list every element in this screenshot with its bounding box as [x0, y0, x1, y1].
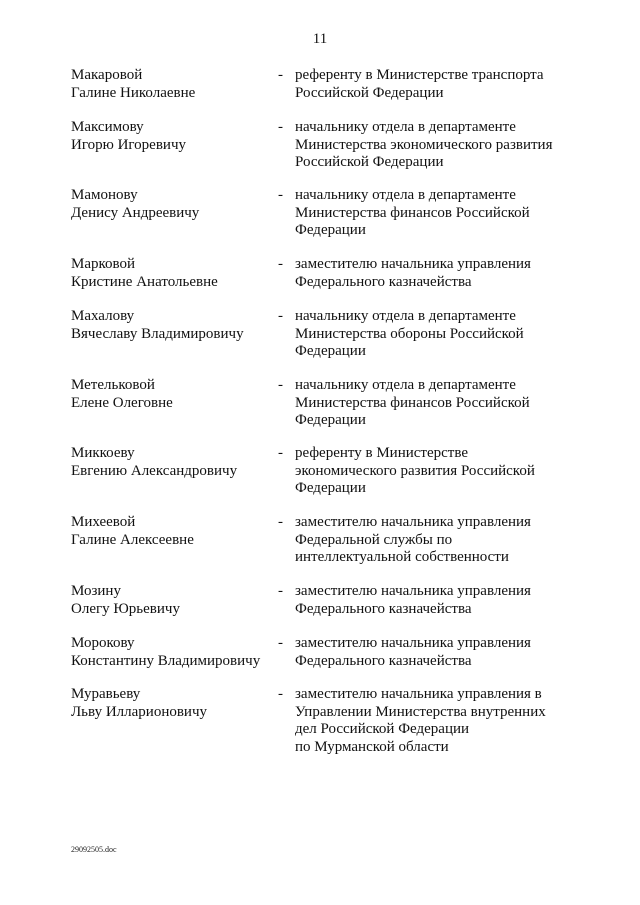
position-line: по Мурманской области	[295, 738, 449, 755]
separator-dash: -	[278, 119, 283, 135]
name-line: Константину Владимировичу	[71, 652, 261, 669]
document-filename: 29092505.doc	[71, 845, 117, 854]
position-line: Федерального казначейства	[295, 652, 472, 669]
separator-dash: -	[278, 445, 283, 461]
name-line: Муравьеву	[71, 686, 141, 702]
person-name	[71, 635, 260, 670]
person-name	[71, 308, 244, 343]
name-line: Елене Олеговне	[71, 394, 173, 411]
position-line: заместителю начальника управления	[295, 514, 531, 530]
position-line: Российской Федерации	[295, 154, 444, 170]
name-line: Игорю Игоревичу	[71, 136, 186, 153]
name-line: Махалову	[71, 308, 135, 324]
position-line: Федерации	[295, 222, 366, 238]
position-title	[295, 635, 531, 670]
name-line: Мозину	[71, 583, 121, 599]
separator-dash: -	[278, 67, 283, 83]
name-line: Денису Андреевичу	[71, 204, 200, 221]
separator-dash: -	[278, 686, 283, 702]
separator-dash: -	[278, 377, 283, 393]
person-name	[71, 119, 186, 154]
position-title	[295, 686, 546, 756]
position-line: заместителю начальника управления	[295, 256, 531, 272]
position-title	[295, 67, 544, 102]
person-name	[71, 514, 194, 549]
position-line: Управлении Министерства внутренних	[295, 703, 546, 720]
name-line: Миккоеву	[71, 445, 135, 461]
name-line: Льву Илларионовичу	[71, 703, 208, 720]
position-line: Федерации	[295, 412, 366, 428]
position-line: начальнику отдела в департаменте	[295, 187, 516, 203]
position-line: заместителю начальника управления в	[295, 686, 542, 702]
name-line: Олегу Юрьевичу	[71, 600, 180, 617]
position-line: Министерства обороны Российской	[295, 325, 524, 342]
name-line: Михеевой	[71, 514, 136, 530]
position-line: заместителю начальника управления	[295, 583, 531, 599]
position-line: начальнику отдела в департаменте	[295, 308, 516, 324]
position-title	[295, 445, 535, 498]
position-line: Федерального казначейства	[295, 600, 472, 617]
name-line: Максимову	[71, 119, 144, 135]
position-line: Министерства финансов Российской	[295, 394, 530, 411]
position-line: Федеральной службы по	[295, 531, 453, 548]
separator-dash: -	[278, 514, 283, 530]
position-line: Министерства экономического развития	[295, 136, 553, 153]
position-title	[295, 514, 531, 567]
person-name	[71, 686, 207, 721]
position-title	[295, 583, 531, 618]
name-line: Морокову	[71, 635, 135, 651]
position-line: начальнику отдела в департаменте	[295, 119, 516, 135]
person-name	[71, 583, 180, 618]
position-line: референту в Министерстве	[295, 445, 468, 461]
name-line: Метельковой	[71, 377, 155, 393]
position-line: начальнику отдела в департаменте	[295, 377, 516, 393]
position-line: Федерации	[295, 480, 366, 496]
position-line: референту в Министерстве транспорта	[295, 67, 544, 83]
person-name	[71, 445, 237, 480]
name-line: Евгению Александровичу	[71, 462, 238, 479]
name-line: Марковой	[71, 256, 136, 272]
position-line: интеллектуальной собственности	[295, 549, 509, 565]
position-line: Российской Федерации	[295, 84, 444, 101]
person-name	[71, 187, 199, 222]
page-number: 11	[312, 31, 328, 47]
separator-dash: -	[278, 256, 283, 272]
name-line: Галине Алексеевне	[71, 531, 194, 548]
person-name	[71, 377, 173, 412]
position-line: Федерации	[295, 343, 366, 359]
name-line: Макаровой	[71, 67, 143, 83]
position-title	[295, 187, 530, 240]
position-line: экономического развития Российской	[295, 462, 535, 479]
separator-dash: -	[278, 583, 283, 599]
name-line: Кристине Анатольевне	[71, 273, 218, 290]
name-line: Вячеславу Владимировичу	[71, 325, 244, 342]
separator-dash: -	[278, 308, 283, 324]
position-line: дел Российской Федерации	[295, 721, 470, 737]
separator-dash: -	[278, 635, 283, 651]
position-line: заместителю начальника управления	[295, 635, 531, 651]
person-name	[71, 67, 195, 102]
position-title	[295, 377, 530, 430]
position-line: Министерства финансов Российской	[295, 204, 530, 221]
separator-dash: -	[278, 187, 283, 203]
position-title	[295, 119, 552, 172]
position-line: Федерального казначейства	[295, 273, 472, 290]
person-name	[71, 256, 218, 291]
position-title	[295, 308, 524, 361]
position-title	[295, 256, 531, 291]
name-line: Галине Николаевне	[71, 84, 196, 101]
name-line: Мамонову	[71, 187, 138, 203]
